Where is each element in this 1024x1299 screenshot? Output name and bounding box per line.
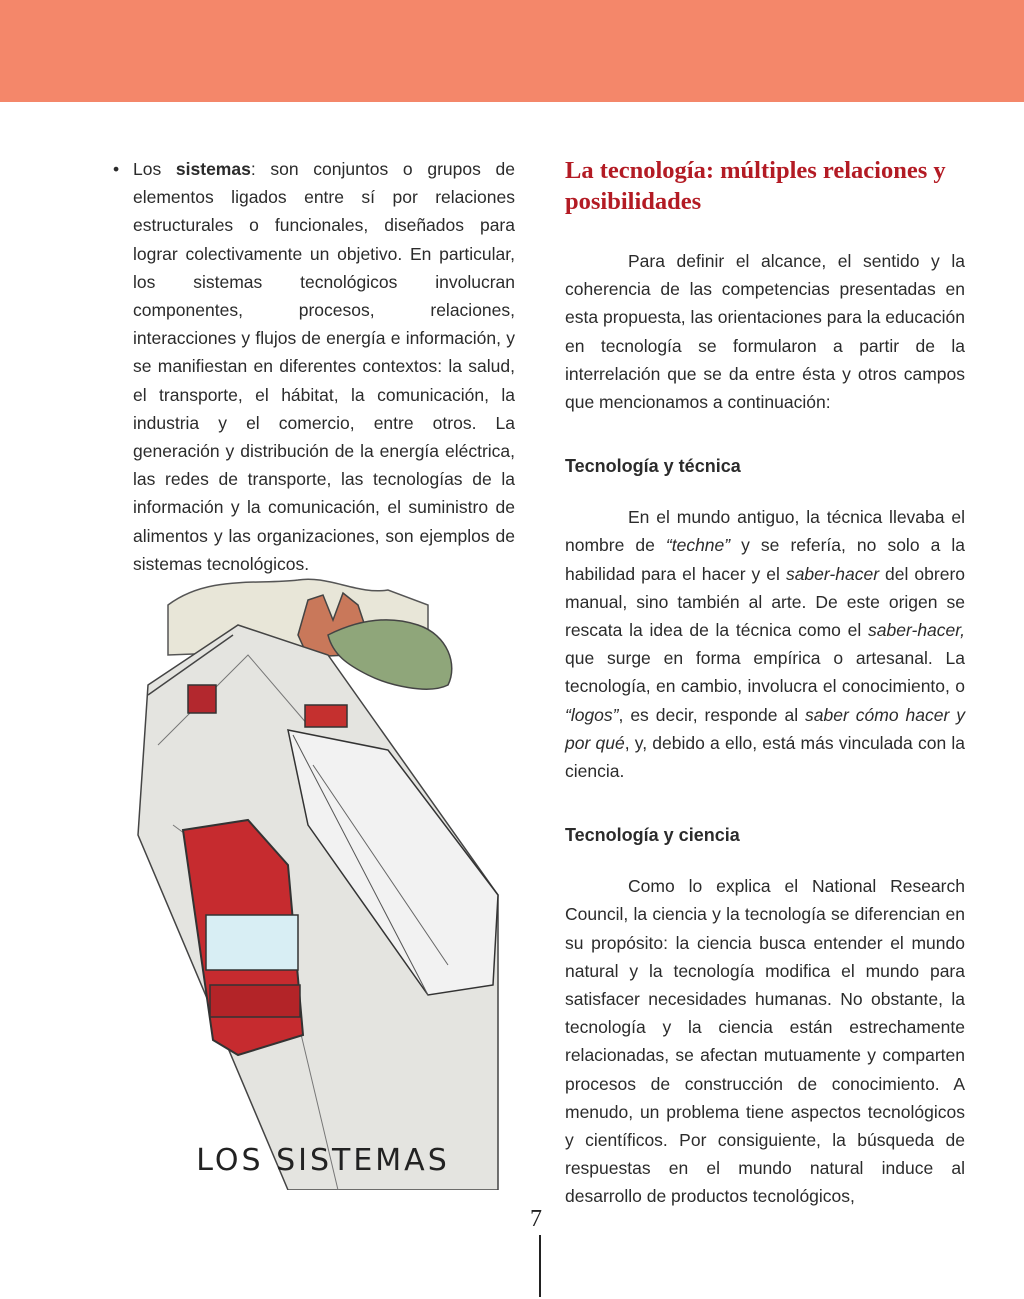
text-run: , es decir, responde al: [618, 704, 806, 725]
page-number: 7: [530, 1206, 542, 1232]
subheading-ciencia: Tecnología y ciencia: [565, 825, 740, 846]
bullet-pre: Los: [133, 159, 176, 179]
text-run-italic: “logos”: [565, 704, 619, 725]
bullet-mark: •: [113, 159, 120, 179]
text-run-italic: saber-hacer: [785, 563, 880, 584]
text-run: que surge en forma empírica o artesanal. La tecnología, en cambio, involucra el conocimiento, o: [565, 648, 965, 697]
page-number-rule: [539, 1235, 541, 1297]
text-run: del obrero manual, sino también al arte. De este origen se rescata la idea de la técnica como el: [565, 563, 965, 641]
ciencia-paragraph: Como lo explica el National Research Council, la ciencia y la tecnología se diferencian en su propósito: la ciencia busca entender el mundo natural y la tecnología modifica el mundo para satisfacer necesidades humanas. No obstante, la tecnología y la ciencia están estrechamente relacionadas, se afectan mutuamente y comparten procesos de construcción de conocimiento. A menudo, un problema tiene aspectos tecnológicos y científicos. Por consiguiente, la búsqueda de respuestas en el mundo natural induce al desarrollo de productos tecnológicos,: [565, 876, 965, 1207]
text-run: , y, debido a ello, está más vinculada con la ciencia.: [565, 732, 966, 782]
intro-paragraph: Para definir el alcance, el sentido y la coherencia de las competencias presentadas en esta propuesta, las orientaciones para la educación en tecnología se formularon a partir de la interrelación que se da entre ésta y otros campos que mencionamos a continuación:: [565, 251, 965, 413]
bullet-body: : son conjuntos o grupos de elementos ligados entre sí por relaciones estructurales o funcionales, diseñados para lograr colectivamente un objetivo. En particular, los sistemas tecnológicos involucran componentes, procesos, relaciones, interacciones y flujos de energía e información, y se manifiestan en diferentes contextos: la salud, el transporte, el hábitat, la comunicación, la industria y el comercio, entre otros. La generación y distribución de la energía eléctrica, las redes de transporte, las tecnologías de la información y la comunicación, el suministro de alimentos y las organizaciones, son ejemplos de sistemas tecnológicos.: [133, 159, 516, 574]
section-heading: La tecnología: múltiples relaciones y posibilidades: [565, 157, 946, 215]
left-column: [113, 155, 515, 578]
right-column: [565, 155, 965, 1211]
bullet-term: sistemas: [175, 159, 251, 179]
subheading-tecnica: Tecnología y técnica: [565, 456, 741, 477]
text-run-italic: saber-hacer,: [868, 620, 965, 641]
bullet-paragraph: [113, 155, 515, 578]
text-run: En el mundo antiguo, la técnica llevaba el nombre de: [565, 507, 965, 556]
text-run-italic: “techne”: [665, 535, 731, 556]
tecnica-paragraph: [565, 503, 965, 785]
transport-illustration: [128, 565, 520, 1190]
header-band: [0, 0, 1024, 102]
illustration-caption: LOS SISTEMAS: [196, 1143, 450, 1178]
text-run-italic: saber cómo hacer y por qué: [565, 704, 966, 753]
text-run: y se refería, no solo a la habilidad para el hacer y el: [565, 535, 965, 584]
